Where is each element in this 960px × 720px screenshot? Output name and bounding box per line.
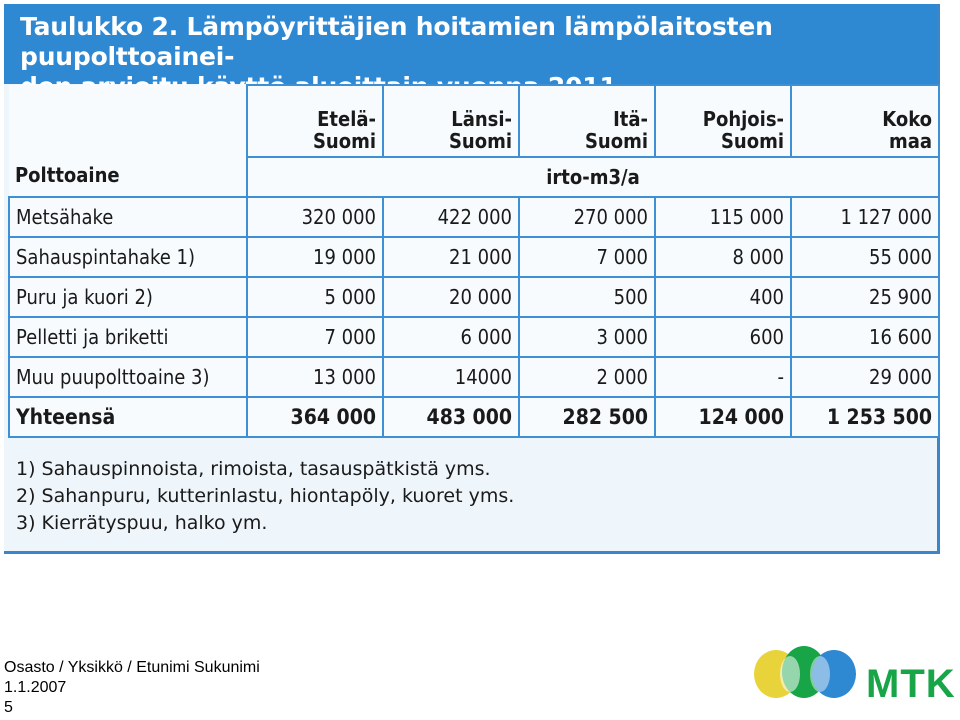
row-label: Pelletti ja briketti bbox=[9, 317, 247, 357]
slide-footer bbox=[4, 658, 260, 718]
cell-value: 2 000 bbox=[519, 357, 655, 397]
cell-value: 25 900 bbox=[791, 277, 939, 317]
row-label: Puru ja kuori 2) bbox=[9, 277, 247, 317]
total-value: 1 253 500 bbox=[791, 397, 939, 437]
table-row bbox=[9, 197, 939, 237]
region-header-ita: Itä- Suomi bbox=[519, 85, 655, 157]
unit-label: irto-m3/a bbox=[247, 157, 939, 197]
total-value: 282 500 bbox=[519, 397, 655, 437]
footnote: 3) Kierrätyspuu, halko ym. bbox=[16, 512, 268, 534]
total-value: 364 000 bbox=[247, 397, 383, 437]
footnotes bbox=[16, 456, 916, 537]
row-label: Muu puupolttoaine 3) bbox=[9, 357, 247, 397]
fuel-header: Polttoaine bbox=[9, 85, 247, 197]
cell-value: 270 000 bbox=[519, 197, 655, 237]
cell-value: - bbox=[655, 357, 791, 397]
row-label: Sahauspintahake 1) bbox=[9, 237, 247, 277]
cell-value: 7 000 bbox=[247, 317, 383, 357]
cell-value: 115 000 bbox=[655, 197, 791, 237]
footnote: 1) Sahauspinnoista, rimoista, tasauspätkistä yms. bbox=[16, 458, 491, 480]
table-row bbox=[9, 357, 939, 397]
footer-department: Osasto / Yksikkö / Etunimi Sukunimi bbox=[4, 659, 260, 676]
region-header-koko-maa: Koko maa bbox=[791, 85, 939, 157]
footnote: 2) Sahanpuru, kutterinlastu, hiontapöly, kuoret yms. bbox=[16, 485, 515, 507]
row-label: Metsähake bbox=[9, 197, 247, 237]
cell-value: 6 000 bbox=[383, 317, 519, 357]
total-value: 124 000 bbox=[655, 397, 791, 437]
scanned-table-image bbox=[4, 4, 940, 554]
cell-value: 29 000 bbox=[791, 357, 939, 397]
fuel-usage-table bbox=[8, 84, 940, 438]
footer-date: 1.1.2007 bbox=[4, 679, 67, 696]
cell-value: 400 bbox=[655, 277, 791, 317]
cell-value: 600 bbox=[655, 317, 791, 357]
region-header-etela: Etelä- Suomi bbox=[247, 85, 383, 157]
cell-value: 8 000 bbox=[655, 237, 791, 277]
cell-value: 7 000 bbox=[519, 237, 655, 277]
cell-value: 5 000 bbox=[247, 277, 383, 317]
cell-value: 14000 bbox=[383, 357, 519, 397]
logo-text: MTK bbox=[866, 662, 956, 706]
table-row bbox=[9, 237, 939, 277]
page-number: 5 bbox=[4, 699, 13, 716]
total-label: Yhteensä bbox=[9, 397, 247, 437]
table-row bbox=[9, 277, 939, 317]
total-row bbox=[9, 397, 939, 437]
cell-value: 3 000 bbox=[519, 317, 655, 357]
region-header-lansi: Länsi- Suomi bbox=[383, 85, 519, 157]
cell-value: 320 000 bbox=[247, 197, 383, 237]
header-row bbox=[9, 85, 939, 157]
table-row bbox=[9, 317, 939, 357]
cell-value: 55 000 bbox=[791, 237, 939, 277]
total-value: 483 000 bbox=[383, 397, 519, 437]
cell-value: 21 000 bbox=[383, 237, 519, 277]
cell-value: 13 000 bbox=[247, 357, 383, 397]
cell-value: 19 000 bbox=[247, 237, 383, 277]
cell-value: 16 600 bbox=[791, 317, 939, 357]
cell-value: 500 bbox=[519, 277, 655, 317]
cell-value: 20 000 bbox=[383, 277, 519, 317]
cell-value: 422 000 bbox=[383, 197, 519, 237]
cell-value: 1 127 000 bbox=[791, 197, 939, 237]
region-header-pohjois: Pohjois- Suomi bbox=[655, 85, 791, 157]
table-title-line-1: Taulukko 2. Lämpöyrittäjien hoitamien lämpölaitosten puupolttoainei- bbox=[20, 12, 773, 71]
